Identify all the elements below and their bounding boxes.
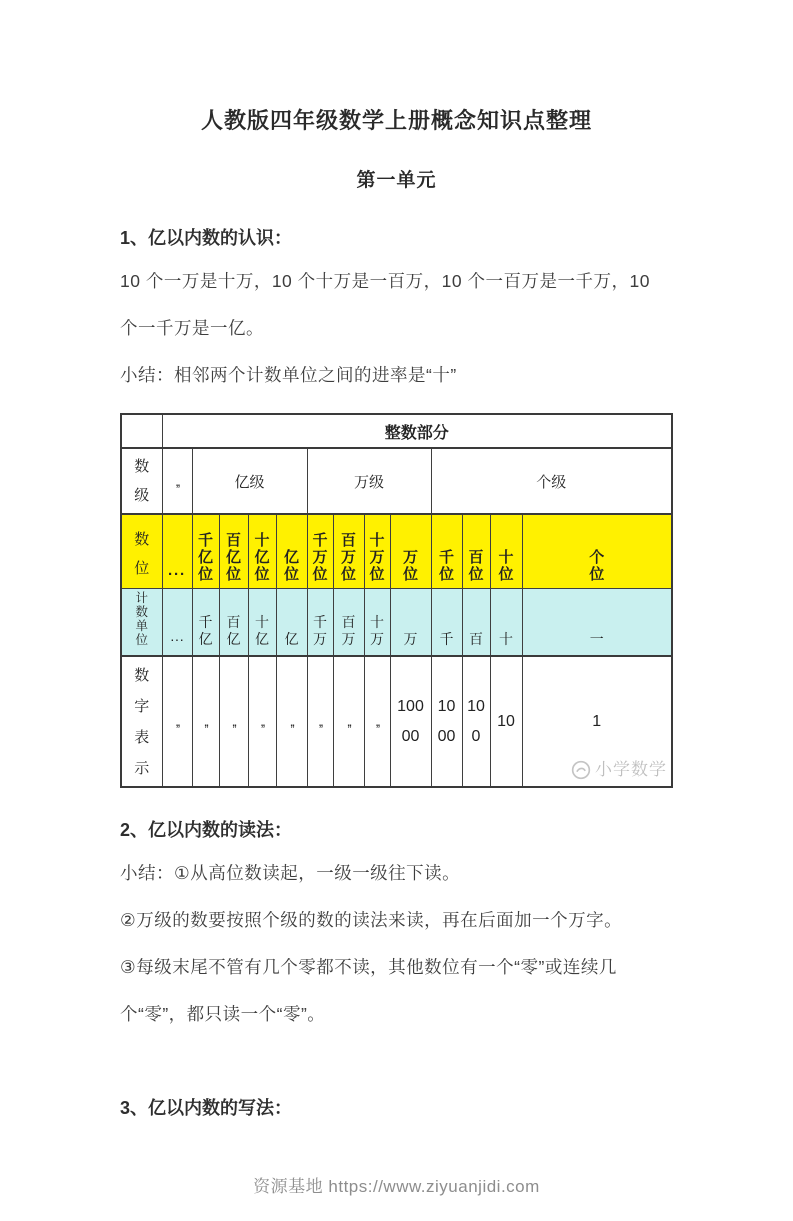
section2-heading: 2、亿以内数的读法： bbox=[120, 820, 293, 840]
number-ditto-cell: ,, bbox=[307, 656, 333, 787]
footer-site-text: 资源基地 https://www.ziyuanjidi.com bbox=[253, 1177, 540, 1196]
table-corner-cell bbox=[121, 414, 162, 448]
unit-cell: 百 bbox=[462, 589, 490, 657]
place-cell: 十亿位 bbox=[248, 514, 276, 589]
number-ditto-cell: ,, bbox=[162, 656, 192, 787]
watermark bbox=[571, 760, 667, 780]
level-cell-yi: 亿级 bbox=[192, 448, 307, 514]
unit-cell-ones: 一 bbox=[522, 589, 672, 657]
section1-summary: 小结：相邻两个计数单位之间的进率是“十” bbox=[120, 365, 457, 385]
table-row-levels bbox=[121, 448, 672, 514]
number-ditto-cell: ,, bbox=[248, 656, 276, 787]
level-cell-ge: 个级 bbox=[431, 448, 672, 514]
number-ditto-cell: ,, bbox=[333, 656, 364, 787]
section1-heading: 1、亿以内数的认识： bbox=[120, 228, 293, 248]
place-value-table bbox=[120, 413, 673, 788]
table-row-integer-part bbox=[121, 414, 672, 448]
table-row-places bbox=[121, 514, 672, 589]
row-header-number: 数字表示 bbox=[121, 656, 162, 787]
table-row-numbers bbox=[121, 656, 672, 787]
place-cell-ones: 个位 bbox=[522, 514, 672, 589]
unit-cell: 百万 bbox=[333, 589, 364, 657]
watermark-text: 小学数学 bbox=[595, 760, 668, 779]
number-ditto-cell: ,, bbox=[364, 656, 390, 787]
watermark-logo-icon bbox=[571, 760, 591, 780]
unit-cell: 万 bbox=[390, 589, 431, 657]
unit-cell: 千亿 bbox=[192, 589, 219, 657]
section2-point1: 小结：①从高位数读起，一级一级往下读。 bbox=[120, 863, 461, 883]
place-cell: 百亿位 bbox=[219, 514, 248, 589]
number-ditto-cell: ,, bbox=[219, 656, 248, 787]
row-header-place: 数位 bbox=[121, 514, 162, 589]
place-cell: 亿位 bbox=[276, 514, 307, 589]
unit-cell: 百亿 bbox=[219, 589, 248, 657]
section1-paragraph: 10 个一万是十万，10 个十万是一百万，10 个一百万是一千万，10 个一千万是一亿。 bbox=[120, 271, 650, 338]
level-cell-wan: 万级 bbox=[307, 448, 431, 514]
section2-point3: ③每级末尾不管有几个零都不读，其他数位有一个“零”或连续几个“零”，都只读一个“零”。 bbox=[120, 957, 617, 1024]
number-ditto-cell: ,, bbox=[192, 656, 219, 787]
unit-cell: 十 bbox=[490, 589, 522, 657]
place-cell: 千万位 bbox=[307, 514, 333, 589]
integer-part-header: 整数部分 bbox=[162, 414, 672, 448]
row-header-level: 数级 bbox=[121, 448, 162, 514]
place-ellipsis-cell: ··· bbox=[162, 514, 192, 589]
section2-point2: ②万级的数要按照个级的数的读法来读，再在后面加一个万字。 bbox=[120, 910, 623, 930]
unit-cell: 亿 bbox=[276, 589, 307, 657]
row-header-unit: 计数单位 bbox=[121, 589, 162, 657]
place-cell: 百位 bbox=[462, 514, 490, 589]
level-ditto-cell: ,, bbox=[162, 448, 192, 514]
place-cell: 千亿位 bbox=[192, 514, 219, 589]
unit-heading: 第一单元 bbox=[356, 170, 437, 191]
number-cell-10000: 10000 bbox=[390, 656, 431, 787]
number-cell-1: 1 小学数学 bbox=[522, 656, 672, 787]
table-row-units bbox=[121, 589, 672, 657]
number-ditto-cell: ,, bbox=[276, 656, 307, 787]
unit-cell: 十万 bbox=[364, 589, 390, 657]
place-cell: 十位 bbox=[490, 514, 522, 589]
place-cell: 十万位 bbox=[364, 514, 390, 589]
unit-cell: 十亿 bbox=[248, 589, 276, 657]
page-title: 人教版四年级数学上册概念知识点整理 bbox=[200, 108, 592, 133]
unit-cell: 千万 bbox=[307, 589, 333, 657]
section3-heading: 3、亿以内数的写法： bbox=[120, 1098, 293, 1118]
unit-cell: 千 bbox=[431, 589, 462, 657]
number-cell-100: 100 bbox=[462, 656, 490, 787]
number-cell-10: 10 bbox=[490, 656, 522, 787]
unit-ellipsis-cell: ··· bbox=[162, 589, 192, 657]
place-cell: 千位 bbox=[431, 514, 462, 589]
place-cell: 万位 bbox=[390, 514, 431, 589]
number-cell-1000: 1000 bbox=[431, 656, 462, 787]
place-cell: 百万位 bbox=[333, 514, 364, 589]
